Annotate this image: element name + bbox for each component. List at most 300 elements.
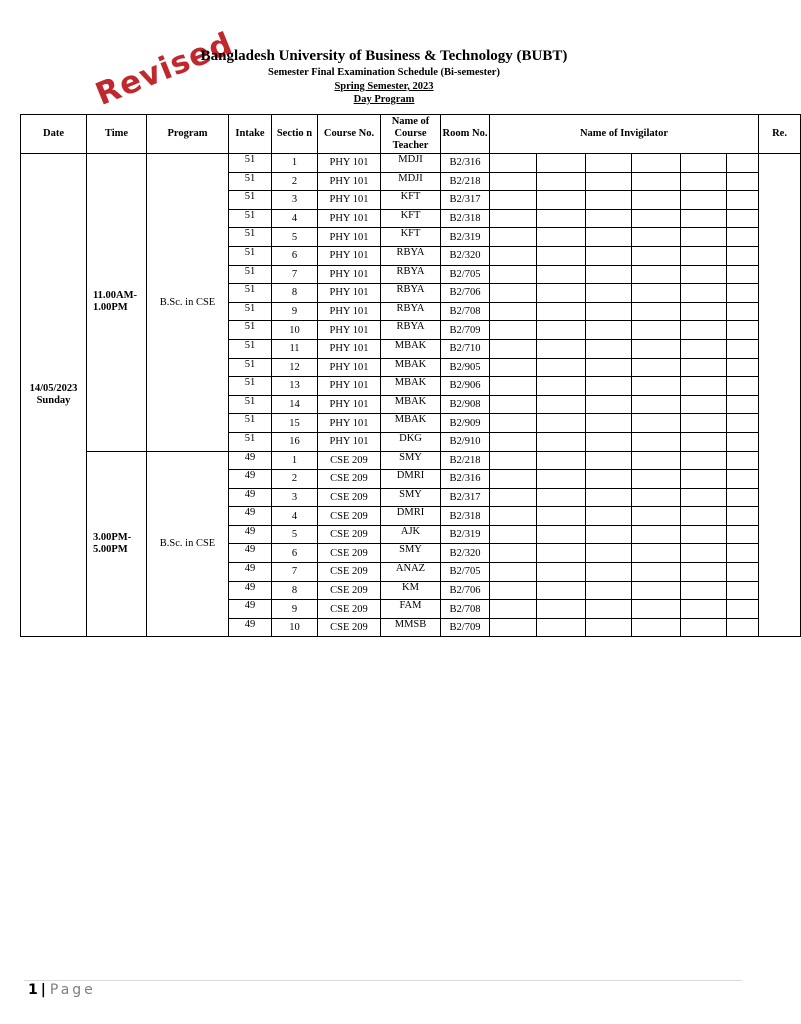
exam-schedule-table — [20, 114, 801, 637]
invigilator-slot-cell — [537, 488, 586, 507]
section-cell: 4 — [272, 209, 318, 228]
invigilator-slot-cell — [632, 154, 681, 173]
invigilator-slot-cell — [681, 432, 727, 451]
intake-cell: 49 — [229, 600, 272, 619]
invigilator-slot-cell — [632, 451, 681, 470]
invigilator-slot-cell — [727, 470, 759, 489]
invigilator-slot-cell — [681, 172, 727, 191]
invigilator-slot-cell — [490, 451, 537, 470]
course-cell: PHY 101 — [318, 228, 381, 247]
invigilator-slot-cell — [632, 191, 681, 210]
room-cell: B2/708 — [441, 302, 490, 321]
invigilator-slot-cell — [632, 544, 681, 563]
intake-cell: 51 — [229, 358, 272, 377]
invigilator-slot-cell — [632, 488, 681, 507]
teacher-cell: MMSB — [381, 618, 441, 637]
header-date: Date — [21, 115, 87, 154]
section-cell: 3 — [272, 191, 318, 210]
invigilator-slot-cell — [727, 451, 759, 470]
invigilator-slot-cell — [681, 377, 727, 396]
invigilator-slot-cell — [586, 339, 632, 358]
teacher-cell: ANAZ — [381, 563, 441, 582]
course-cell: CSE 209 — [318, 618, 381, 637]
invigilator-slot-cell — [681, 618, 727, 637]
section-cell: 7 — [272, 265, 318, 284]
course-cell: PHY 101 — [318, 154, 381, 173]
course-cell: PHY 101 — [318, 321, 381, 340]
room-cell: B2/905 — [441, 358, 490, 377]
table-row — [21, 451, 801, 470]
course-cell: PHY 101 — [318, 284, 381, 303]
teacher-cell: AJK — [381, 525, 441, 544]
invigilator-slot-cell — [681, 544, 727, 563]
invigilator-slot-cell — [681, 265, 727, 284]
invigilator-slot-cell — [537, 265, 586, 284]
teacher-cell: MBAK — [381, 414, 441, 433]
room-cell: B2/705 — [441, 265, 490, 284]
invigilator-slot-cell — [586, 563, 632, 582]
invigilator-slot-cell — [727, 507, 759, 526]
teacher-cell: SMY — [381, 488, 441, 507]
invigilator-slot-cell — [490, 172, 537, 191]
intake-cell: 49 — [229, 488, 272, 507]
invigilator-slot-cell — [537, 395, 586, 414]
invigilator-slot-cell — [586, 507, 632, 526]
section-cell: 5 — [272, 525, 318, 544]
intake-cell: 51 — [229, 339, 272, 358]
invigilator-slot-cell — [727, 358, 759, 377]
invigilator-slot-cell — [586, 154, 632, 173]
invigilator-slot-cell — [681, 191, 727, 210]
invigilator-slot-cell — [537, 618, 586, 637]
course-cell: CSE 209 — [318, 544, 381, 563]
invigilator-slot-cell — [490, 488, 537, 507]
section-cell: 10 — [272, 618, 318, 637]
invigilator-slot-cell — [632, 581, 681, 600]
teacher-cell: SMY — [381, 544, 441, 563]
header-intake: Intake — [229, 115, 272, 154]
invigilator-slot-cell — [632, 246, 681, 265]
invigilator-slot-cell — [490, 395, 537, 414]
invigilator-slot-cell — [632, 414, 681, 433]
course-cell: PHY 101 — [318, 414, 381, 433]
intake-cell: 49 — [229, 525, 272, 544]
invigilator-slot-cell — [537, 414, 586, 433]
section-cell: 8 — [272, 284, 318, 303]
invigilator-slot-cell — [586, 172, 632, 191]
invigilator-slot-cell — [586, 377, 632, 396]
section-cell: 16 — [272, 432, 318, 451]
course-cell: CSE 209 — [318, 507, 381, 526]
invigilator-slot-cell — [586, 395, 632, 414]
invigilator-slot-cell — [586, 358, 632, 377]
section-cell: 8 — [272, 581, 318, 600]
section-cell: 2 — [272, 470, 318, 489]
invigilator-slot-cell — [490, 581, 537, 600]
course-cell: CSE 209 — [318, 581, 381, 600]
invigilator-slot-cell — [681, 470, 727, 489]
invigilator-slot-cell — [586, 321, 632, 340]
invigilator-slot-cell — [537, 246, 586, 265]
invigilator-slot-cell — [727, 544, 759, 563]
room-cell: B2/706 — [441, 284, 490, 303]
intake-cell: 49 — [229, 507, 272, 526]
table-header-row — [21, 115, 801, 154]
section-cell: 1 — [272, 451, 318, 470]
invigilator-slot-cell — [632, 339, 681, 358]
teacher-cell: SMY — [381, 451, 441, 470]
intake-cell: 51 — [229, 172, 272, 191]
invigilator-slot-cell — [632, 525, 681, 544]
time-slot-cell: 3.00PM-5.00PM — [87, 451, 147, 637]
invigilator-slot-cell — [681, 581, 727, 600]
room-cell: B2/908 — [441, 395, 490, 414]
invigilator-slot-cell — [727, 488, 759, 507]
course-cell: PHY 101 — [318, 209, 381, 228]
intake-cell: 51 — [229, 395, 272, 414]
room-cell: B2/320 — [441, 544, 490, 563]
invigilator-slot-cell — [681, 525, 727, 544]
invigilator-slot-cell — [727, 618, 759, 637]
intake-cell: 51 — [229, 265, 272, 284]
invigilator-slot-cell — [586, 414, 632, 433]
invigilator-slot-cell — [490, 358, 537, 377]
room-cell: B2/317 — [441, 191, 490, 210]
invigilator-slot-cell — [537, 358, 586, 377]
teacher-cell: RBYA — [381, 284, 441, 303]
invigilator-slot-cell — [586, 209, 632, 228]
invigilator-slot-cell — [490, 544, 537, 563]
course-cell: CSE 209 — [318, 600, 381, 619]
invigilator-slot-cell — [586, 265, 632, 284]
invigilator-slot-cell — [490, 600, 537, 619]
university-title: Bangladesh University of Business & Technology (BUBT) — [200, 48, 568, 64]
invigilator-slot-cell — [681, 600, 727, 619]
table-row — [21, 154, 801, 173]
time-slot-cell: 11.00AM-1.00PM — [87, 154, 147, 452]
invigilator-slot-cell — [727, 339, 759, 358]
teacher-cell: KFT — [381, 228, 441, 247]
invigilator-slot-cell — [681, 154, 727, 173]
invigilator-slot-cell — [537, 191, 586, 210]
invigilator-slot-cell — [586, 191, 632, 210]
room-cell: B2/910 — [441, 432, 490, 451]
invigilator-slot-cell — [632, 284, 681, 303]
invigilator-slot-cell — [537, 284, 586, 303]
course-cell: CSE 209 — [318, 451, 381, 470]
teacher-cell: MDJI — [381, 154, 441, 173]
invigilator-slot-cell — [727, 525, 759, 544]
intake-cell: 51 — [229, 209, 272, 228]
invigilator-slot-cell — [727, 172, 759, 191]
header-course: Course No. — [318, 115, 381, 154]
section-cell: 9 — [272, 600, 318, 619]
invigilator-slot-cell — [632, 209, 681, 228]
invigilator-slot-cell — [727, 209, 759, 228]
teacher-cell: RBYA — [381, 302, 441, 321]
invigilator-slot-cell — [632, 302, 681, 321]
invigilator-slot-cell — [537, 172, 586, 191]
invigilator-slot-cell — [727, 581, 759, 600]
section-cell: 15 — [272, 414, 318, 433]
teacher-cell: KM — [381, 581, 441, 600]
room-cell: B2/316 — [441, 154, 490, 173]
section-cell: 2 — [272, 172, 318, 191]
teacher-cell: MBAK — [381, 339, 441, 358]
room-cell: B2/710 — [441, 339, 490, 358]
invigilator-slot-cell — [586, 600, 632, 619]
invigilator-slot-cell — [681, 563, 727, 582]
invigilator-slot-cell — [490, 414, 537, 433]
invigilator-slot-cell — [490, 618, 537, 637]
course-cell: CSE 209 — [318, 525, 381, 544]
teacher-cell: DKG — [381, 432, 441, 451]
invigilator-slot-cell — [681, 358, 727, 377]
page-footer — [28, 981, 96, 999]
invigilator-slot-cell — [727, 284, 759, 303]
invigilator-slot-cell — [490, 302, 537, 321]
teacher-cell: MBAK — [381, 358, 441, 377]
course-cell: PHY 101 — [318, 377, 381, 396]
intake-cell: 51 — [229, 191, 272, 210]
intake-cell: 49 — [229, 618, 272, 637]
invigilator-slot-cell — [681, 414, 727, 433]
section-cell: 5 — [272, 228, 318, 247]
course-cell: CSE 209 — [318, 488, 381, 507]
invigilator-slot-cell — [537, 451, 586, 470]
intake-cell: 51 — [229, 321, 272, 340]
invigilator-slot-cell — [586, 618, 632, 637]
intake-cell: 51 — [229, 228, 272, 247]
invigilator-slot-cell — [586, 525, 632, 544]
course-cell: PHY 101 — [318, 246, 381, 265]
intake-cell: 51 — [229, 432, 272, 451]
section-cell: 4 — [272, 507, 318, 526]
invigilator-slot-cell — [727, 414, 759, 433]
document-header — [0, 46, 768, 106]
invigilator-slot-cell — [681, 228, 727, 247]
room-cell: B2/906 — [441, 377, 490, 396]
invigilator-slot-cell — [681, 246, 727, 265]
course-cell: PHY 101 — [318, 432, 381, 451]
page-label: Page — [49, 982, 96, 998]
invigilator-slot-cell — [632, 377, 681, 396]
invigilator-slot-cell — [727, 432, 759, 451]
course-cell: PHY 101 — [318, 339, 381, 358]
room-cell: B2/319 — [441, 525, 490, 544]
invigilator-slot-cell — [632, 432, 681, 451]
teacher-cell: MBAK — [381, 377, 441, 396]
page-number: 1 — [28, 982, 38, 998]
room-cell: B2/320 — [441, 246, 490, 265]
invigilator-slot-cell — [537, 432, 586, 451]
invigilator-slot-cell — [490, 228, 537, 247]
course-cell: PHY 101 — [318, 172, 381, 191]
teacher-cell: RBYA — [381, 265, 441, 284]
room-cell: B2/318 — [441, 507, 490, 526]
invigilator-slot-cell — [727, 395, 759, 414]
invigilator-slot-cell — [632, 321, 681, 340]
room-cell: B2/316 — [441, 470, 490, 489]
invigilator-slot-cell — [537, 377, 586, 396]
invigilator-slot-cell — [681, 507, 727, 526]
invigilator-slot-cell — [537, 470, 586, 489]
room-cell: B2/218 — [441, 451, 490, 470]
section-cell: 1 — [272, 154, 318, 173]
header-room: Room No. — [441, 115, 490, 154]
invigilator-slot-cell — [537, 209, 586, 228]
invigilator-slot-cell — [490, 377, 537, 396]
invigilator-slot-cell — [537, 321, 586, 340]
invigilator-slot-cell — [632, 600, 681, 619]
invigilator-slot-cell — [681, 488, 727, 507]
teacher-cell: KFT — [381, 209, 441, 228]
intake-cell: 49 — [229, 581, 272, 600]
intake-cell: 49 — [229, 470, 272, 489]
invigilator-slot-cell — [727, 302, 759, 321]
room-cell: B2/705 — [441, 563, 490, 582]
program-cell: B.Sc. in CSE — [147, 154, 229, 452]
intake-cell: 51 — [229, 302, 272, 321]
semester-title: Spring Semester, 2023 — [334, 81, 434, 92]
invigilator-slot-cell — [586, 581, 632, 600]
course-cell: PHY 101 — [318, 358, 381, 377]
room-cell: B2/909 — [441, 414, 490, 433]
room-cell: B2/709 — [441, 618, 490, 637]
section-cell: 10 — [272, 321, 318, 340]
room-cell: B2/318 — [441, 209, 490, 228]
intake-cell: 51 — [229, 284, 272, 303]
intake-cell: 51 — [229, 246, 272, 265]
invigilator-slot-cell — [681, 395, 727, 414]
table-body — [21, 154, 801, 637]
invigilator-slot-cell — [537, 544, 586, 563]
invigilator-slot-cell — [727, 321, 759, 340]
teacher-cell: MDJI — [381, 172, 441, 191]
room-cell: B2/218 — [441, 172, 490, 191]
invigilator-slot-cell — [681, 284, 727, 303]
invigilator-slot-cell — [537, 525, 586, 544]
header-invigilator: Name of Invigilator — [490, 115, 759, 154]
teacher-cell: MBAK — [381, 395, 441, 414]
invigilator-slot-cell — [727, 154, 759, 173]
course-cell: CSE 209 — [318, 470, 381, 489]
invigilator-slot-cell — [632, 618, 681, 637]
section-cell: 12 — [272, 358, 318, 377]
room-cell: B2/709 — [441, 321, 490, 340]
invigilator-slot-cell — [681, 302, 727, 321]
header-section: Sectio n — [272, 115, 318, 154]
invigilator-slot-cell — [586, 432, 632, 451]
section-cell: 7 — [272, 563, 318, 582]
intake-cell: 51 — [229, 154, 272, 173]
invigilator-slot-cell — [632, 228, 681, 247]
header-program: Program — [147, 115, 229, 154]
program-cell: B.Sc. in CSE — [147, 451, 229, 637]
intake-cell: 51 — [229, 414, 272, 433]
intake-cell: 49 — [229, 451, 272, 470]
header-teacher: Name of Course Teacher — [381, 115, 441, 154]
course-cell: PHY 101 — [318, 302, 381, 321]
invigilator-slot-cell — [727, 600, 759, 619]
section-cell: 3 — [272, 488, 318, 507]
program-type-title: Day Program — [353, 94, 415, 105]
section-cell: 6 — [272, 246, 318, 265]
invigilator-slot-cell — [537, 154, 586, 173]
invigilator-slot-cell — [537, 302, 586, 321]
invigilator-slot-cell — [632, 265, 681, 284]
teacher-cell: KFT — [381, 191, 441, 210]
revised-stamp: Revised — [90, 25, 239, 113]
exam-date-cell: 14/05/2023 Sunday — [21, 154, 87, 637]
intake-cell: 51 — [229, 377, 272, 396]
invigilator-slot-cell — [490, 265, 537, 284]
teacher-cell: DMRI — [381, 507, 441, 526]
footer-separator: | — [40, 982, 46, 998]
teacher-cell: RBYA — [381, 246, 441, 265]
invigilator-slot-cell — [537, 228, 586, 247]
course-cell: CSE 209 — [318, 563, 381, 582]
invigilator-slot-cell — [537, 507, 586, 526]
invigilator-slot-cell — [727, 228, 759, 247]
invigilator-slot-cell — [490, 563, 537, 582]
invigilator-slot-cell — [490, 246, 537, 265]
remarks-cell — [759, 154, 801, 637]
invigilator-slot-cell — [681, 321, 727, 340]
invigilator-slot-cell — [490, 209, 537, 228]
invigilator-slot-cell — [727, 265, 759, 284]
room-cell: B2/319 — [441, 228, 490, 247]
room-cell: B2/708 — [441, 600, 490, 619]
section-cell: 6 — [272, 544, 318, 563]
invigilator-slot-cell — [727, 246, 759, 265]
intake-cell: 49 — [229, 563, 272, 582]
invigilator-slot-cell — [727, 563, 759, 582]
invigilator-slot-cell — [490, 432, 537, 451]
teacher-cell: FAM — [381, 600, 441, 619]
room-cell: B2/706 — [441, 581, 490, 600]
invigilator-slot-cell — [586, 470, 632, 489]
invigilator-slot-cell — [632, 563, 681, 582]
schedule-title: Semester Final Examination Schedule (Bi-semester) — [268, 67, 500, 78]
teacher-cell: DMRI — [381, 470, 441, 489]
invigilator-slot-cell — [586, 246, 632, 265]
invigilator-slot-cell — [586, 302, 632, 321]
invigilator-slot-cell — [537, 339, 586, 358]
invigilator-slot-cell — [490, 470, 537, 489]
invigilator-slot-cell — [586, 488, 632, 507]
invigilator-slot-cell — [727, 377, 759, 396]
invigilator-slot-cell — [632, 395, 681, 414]
course-cell: PHY 101 — [318, 265, 381, 284]
intake-cell: 49 — [229, 544, 272, 563]
invigilator-slot-cell — [490, 507, 537, 526]
section-cell: 14 — [272, 395, 318, 414]
invigilator-slot-cell — [586, 228, 632, 247]
invigilator-slot-cell — [537, 600, 586, 619]
room-cell: B2/317 — [441, 488, 490, 507]
course-cell: PHY 101 — [318, 191, 381, 210]
invigilator-slot-cell — [632, 470, 681, 489]
footer-divider — [24, 980, 742, 981]
invigilator-slot-cell — [681, 451, 727, 470]
invigilator-slot-cell — [632, 507, 681, 526]
invigilator-slot-cell — [537, 563, 586, 582]
header-time: Time — [87, 115, 147, 154]
invigilator-slot-cell — [586, 451, 632, 470]
invigilator-slot-cell — [586, 544, 632, 563]
course-cell: PHY 101 — [318, 395, 381, 414]
